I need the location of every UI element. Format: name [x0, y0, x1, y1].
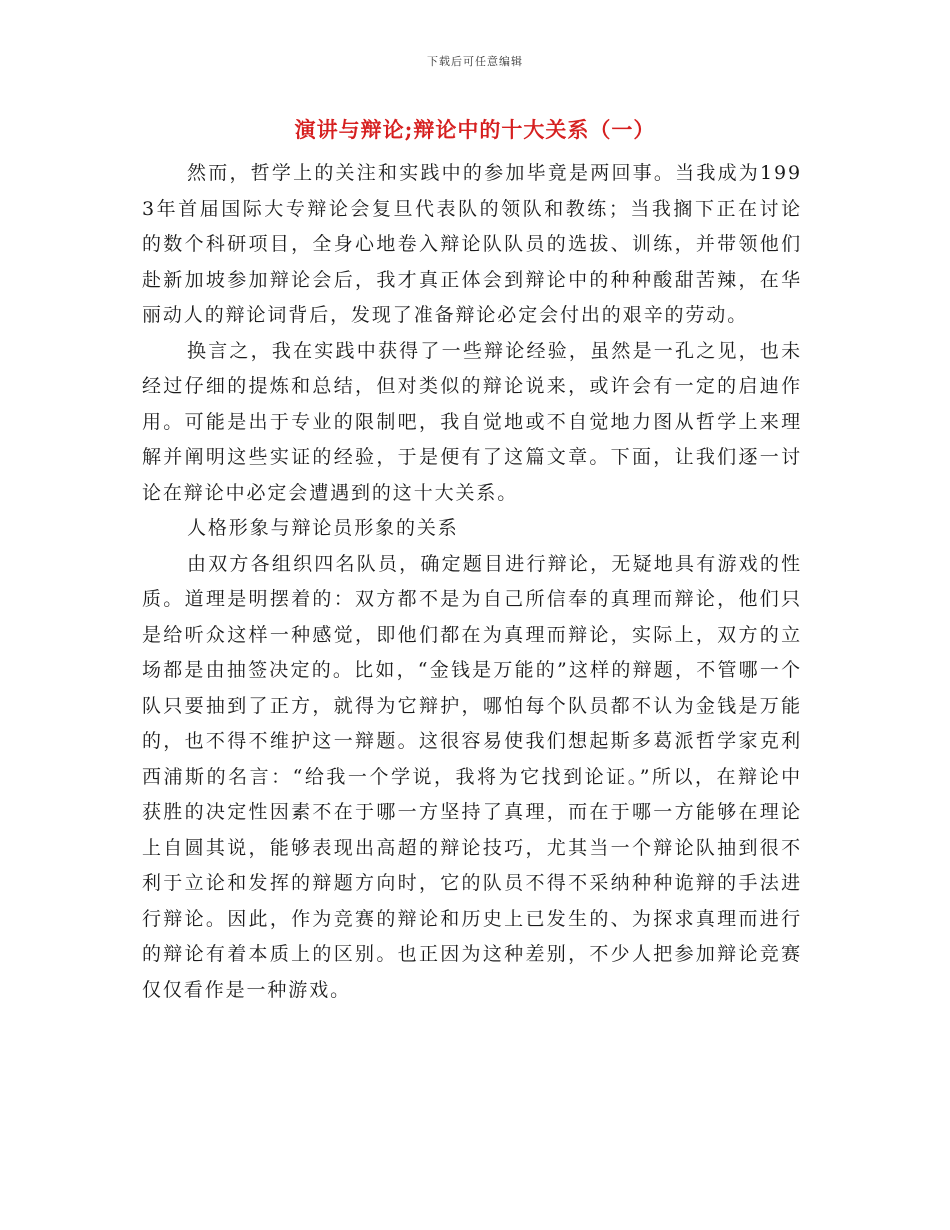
- section-heading: 人格形象与辩论员形象的关系: [187, 517, 459, 539]
- paragraph-1: 然而，哲学上的关注和实践中的参加毕竟是两回事。当我成为1993年首届国际大专辩论会复旦代表队的领队和教练；当我搁下正在讨论的数个科研项目，全身心地卷入辩论队队员的选拔、训练，并带领他们赴新加坡参加辩论会后，我才真正体会到辩论中的种种酸甜苦辣，在华丽动人的辩论词背后，发现了准备辩论必定会付出的艰辛的劳动。: [142, 162, 802, 326]
- document-title: 演讲与辩论;辩论中的十大关系（一）: [294, 117, 656, 142]
- paragraph-3: 由双方各组织四名队员，确定题目进行辩论，无疑地具有游戏的性质。道理是明摆着的：双方都不是为自己所信奉的真理而辩论，他们只是给听众这样一种感觉，即他们都在为真理而辩论，实际上，双方的立场都是由抽签决定的。比如，“金钱是万能的”这样的辩题，不管哪一个队只要抽到了正方，就得为它辩护，哪怕每个队员都不认为金钱是万能的，也不得不维护这一辩题。这很容易使我们想起斯多葛派哲学家克利西浦斯的名言：“给我一个学说，我将为它找到论证。”所以，在辩论中获胜的决定性因素不在于哪一方坚持了真理，而在于哪一方能够在理论上自圆其说，能够表现出高超的辩论技巧，尤其当一个辩论队抽到很不利于立论和发挥的辩题方向时，它的队员不得不采纳种种诡辩的手法进行辩论。因此，作为竞赛的辩论和历史上已发生的、为探求真理而进行的辩论有着本质上的区别。也正因为这种差别，不少人把参加辩论竞赛仅仅看作是一种游戏。: [142, 552, 802, 1001]
- document-body: [142, 156, 802, 1008]
- page-header: 下载后可任意编辑: [427, 55, 523, 68]
- paragraph-2: 换言之，我在实践中获得了一些辩论经验，虽然是一孔之见，也未经过仔细的提炼和总结，但对类似的辩论说来，或许会有一定的启迪作用。可能是出于专业的限制吧，我自觉地或不自觉地力图从哲学上来理解并阐明这些实证的经验，于是便有了这篇文章。下面，让我们逐一讨论在辩论中必定会遭遇到的这十大关系。: [142, 339, 802, 504]
